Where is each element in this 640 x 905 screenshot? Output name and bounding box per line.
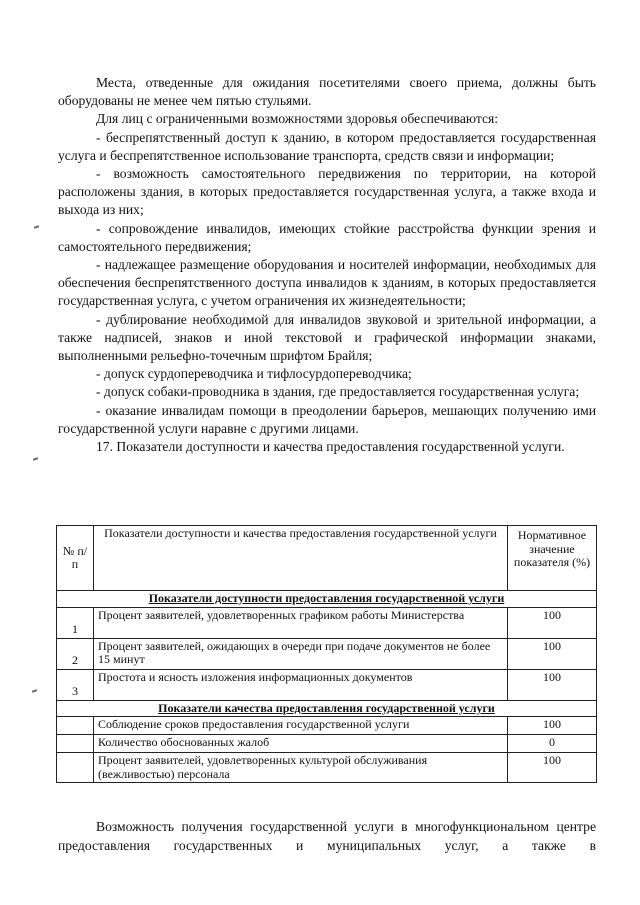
section-heading: 17. Показатели доступности и качества предоставления государственной услуги. [96,439,565,455]
table-row [57,753,597,783]
paragraph: - допуск сурдопереводчика и тифлосурдопереводчика; [96,366,412,382]
row-value: 100 [508,753,597,783]
paragraph: - возможность самостоятельного передвижения по территории, на которой расположены здания, в которых предоставляется государственная услуга, а также входа и выхода из них; [58,166,596,218]
header-value: Нормативное значение показателя (%) [508,526,597,591]
row-num [57,717,94,735]
row-value: 0 [508,735,597,753]
row-name: Простота и ясность изложения информационных документов [94,669,508,700]
table-row [57,669,597,700]
margin-scan-mark [34,225,39,229]
table-row [57,735,597,753]
row-num [57,753,94,783]
row-num [57,735,94,753]
row-num: 3 [57,669,94,700]
paragraph: - сопровождение инвалидов, имеющих стойкие расстройства функции зрения и самостоятельного передвижения; [58,220,596,254]
paragraph: - надлежащее размещение оборудования и носителей информации, необходимых для обеспечения беспрепятственного доступа инвалидов к зданиям, в которых предоставляется государственная услуга, с учетом ограничения их жизнедеятельности; [58,257,596,309]
row-name: Процент заявителей, удовлетворенных культурой обслуживания (вежливостью) персонала [94,753,508,783]
margin-scan-mark [32,689,37,693]
row-num: 2 [57,638,94,669]
bottom-text [58,817,596,855]
row-value: 100 [508,669,597,700]
paragraph: - допуск собаки-проводника в здания, где предоставляется государственная услуга; [96,384,580,400]
row-value: 100 [508,717,597,735]
paragraph: - оказание инвалидам помощи в преодолении барьеров, мешающих получению ими государственной услуги наравне с другими лицами. [58,402,596,436]
paragraph: Возможность получения государственной услуги в многофункциональном центре предоставления государственных и муниципальных услуг, а также в [58,819,596,853]
header-num: № п/п [57,526,94,591]
indicators-table [56,525,597,783]
section-row-quality [57,700,597,717]
margin-scan-mark [33,457,38,461]
section-row-access [57,591,597,608]
paragraph: Места, отведенные для ожидания посетителями своего приема, должны быть оборудованы не менее чем пятью стульями. [58,75,596,109]
body-text [58,74,596,456]
header-name: Показатели доступности и качества предоставления государственной услуги [94,526,508,591]
row-name: Процент заявителей, удовлетворенных графиком работы Министерства [94,607,508,638]
row-name: Процент заявителей, ожидающих в очереди при подаче документов не более 15 минут [94,638,508,669]
section-title-quality: Показатели качества предоставления государственной услуги [57,700,597,717]
row-value: 100 [508,638,597,669]
row-num: 1 [57,607,94,638]
table-row [57,717,597,735]
paragraph: - беспрепятственный доступ к зданию, в котором предоставляется государственная услуга и беспрепятственное использование транспорта, средств связи и информации; [58,129,596,163]
paragraph: Для лиц с ограниченными возможностями здоровья обеспечиваются: [96,111,499,127]
row-value: 100 [508,607,597,638]
section-title-access: Показатели доступности предоставления государственной услуги [57,591,597,608]
row-name: Соблюдение сроков предоставления государственной услуги [94,717,508,735]
table-row [57,607,597,638]
table-header-row [57,526,597,591]
paragraph: - дублирование необходимой для инвалидов звуковой и зрительной информации, а также надписей, знаков и иной текстовой и графической информации знаками, выполненными рельефно-точечным шрифтом Брайля; [58,311,596,364]
row-name: Количество обоснованных жалоб [94,735,508,753]
table-row [57,638,597,669]
